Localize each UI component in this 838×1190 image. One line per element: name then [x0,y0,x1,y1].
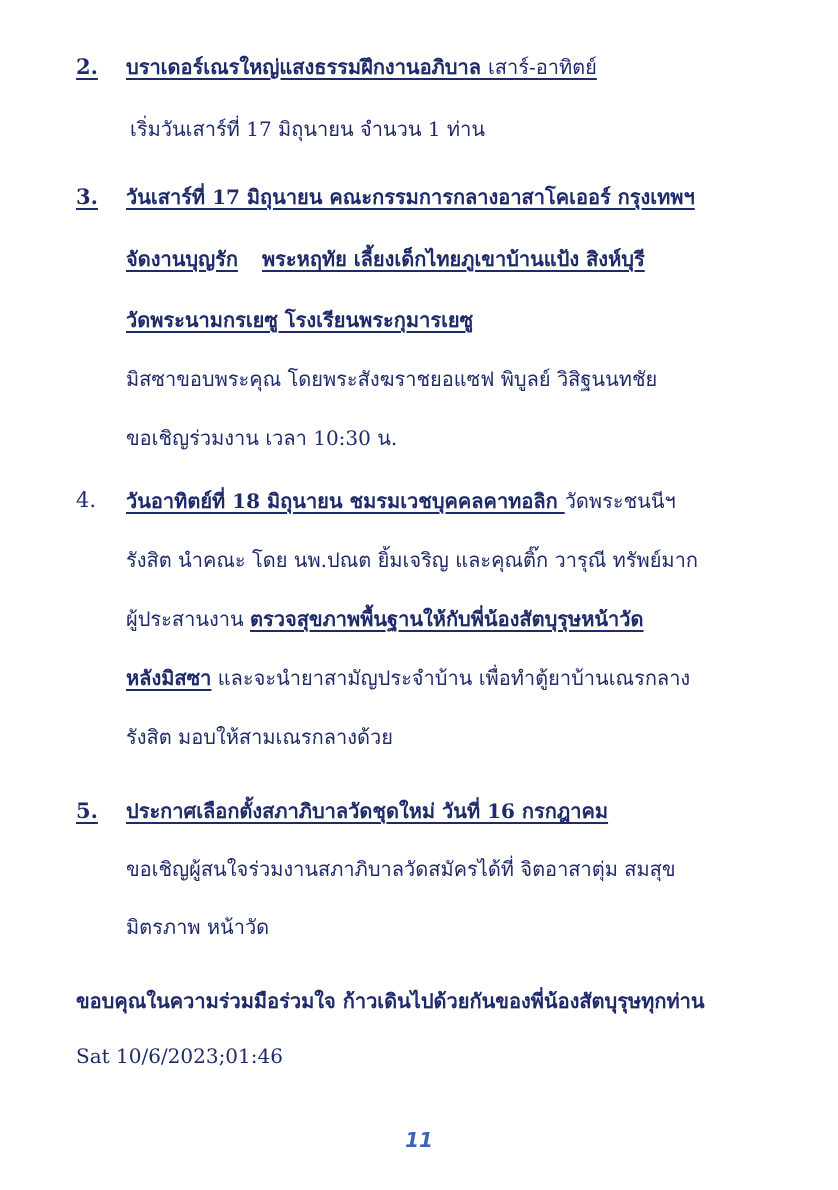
item-line [126,858,676,881]
item-text: รังสิต มอบให้สามเณรกลางด้วย [126,725,393,749]
item-line [126,427,397,450]
announcement-item-3 [76,186,766,456]
item-number: 2. [76,54,98,79]
item-number: 4. [76,488,97,512]
item-line [126,56,597,79]
item-heading-part: จัดงานบุญรัก [126,247,238,271]
item-line [126,800,608,823]
item-text: มิตรภาพ หน้าวัด [126,915,270,939]
item-number: 5. [76,798,98,823]
item-line [130,118,485,141]
item-line [126,667,690,690]
item-line [126,368,657,391]
item-line [126,248,645,271]
item-text: และจะนำยาสามัญประจำบ้าน เพื่อทำตู้ยาบ้านเณรกลาง [211,666,691,690]
item-line [126,186,695,209]
item-number: 3. [76,184,98,209]
item-line [126,608,644,631]
item-heading-part: พระหฤทัย เลี้ยงเด็กไทยภูเขาบ้านแป้ง สิงห์บุรี [261,247,645,271]
timestamp: Sat 10/6/2023;01:46 [76,1044,283,1068]
item-line [126,916,269,939]
announcement-item-2 [76,56,766,146]
announcement-item-4 [76,490,766,760]
item-heading: วัดพระนามกรเยซู โรงเรียนพระกุมารเยซู [126,308,474,332]
item-highlight: ตรวจสุขภาพพื้นฐานให้กับพี่น้องสัตบุรุษหน้าวัด [250,607,644,631]
item-heading: วันอาทิตย์ที่ 18 มิถุนายน ชมรมเวชบุคคลคาทอลิก [126,489,565,513]
item-heading: บราเดอร์เณรใหญ่แสงธรรมฝึกงานอภิบาล [126,55,488,79]
item-text: เริ่มวันเสาร์ที่ 17 มิถุนายน จำนวน 1 ท่าน [130,117,486,141]
item-heading: ประกาศเลือกตั้งสภาภิบาลวัดชุดใหม่ วันที่ 16 กรกฎาคม [126,799,609,823]
item-line [126,490,676,513]
item-text: ขอเชิญร่วมงาน เวลา 10:30 น. [126,426,398,450]
item-text: รังสิต นำคณะ โดย นพ.ปณต ยิ้มเจริญ และคุณติ๊ก วารุณี ทรัพย์มาก [126,548,698,572]
announcement-item-5 [76,800,766,950]
item-line [126,726,393,749]
item-heading-suffix: เสาร์-อาทิตย์ [487,55,597,79]
item-highlight: หลังมิสซา [126,666,212,690]
item-line [126,549,698,572]
page-number: 11 [405,1128,433,1152]
item-heading: วันเสาร์ที่ 17 มิถุนายน คณะกรรมการกลางอาสาโคเออร์ กรุงเทพฯ [126,185,695,209]
item-line [126,309,473,332]
closing-thanks: ขอบคุณในความร่วมมือร่วมใจ ก้าวเดินไปด้วยกันของพี่น้องสัตบุรุษทุกท่าน [76,989,705,1013]
item-location: วัดพระชนนีฯ [564,489,676,513]
item-text: ขอเชิญผู้สนใจร่วมงานสภาภิบาลวัดสมัครได้ที่ จิตอาสาตุ่ม สมสุข [126,857,676,881]
item-text: ผู้ประสานงาน [126,607,251,631]
item-text: มิสซาขอบพระคุณ โดยพระสังฆราชยอแซฟ พิบูลย์ วิสิฐนนทชัย [126,367,658,391]
